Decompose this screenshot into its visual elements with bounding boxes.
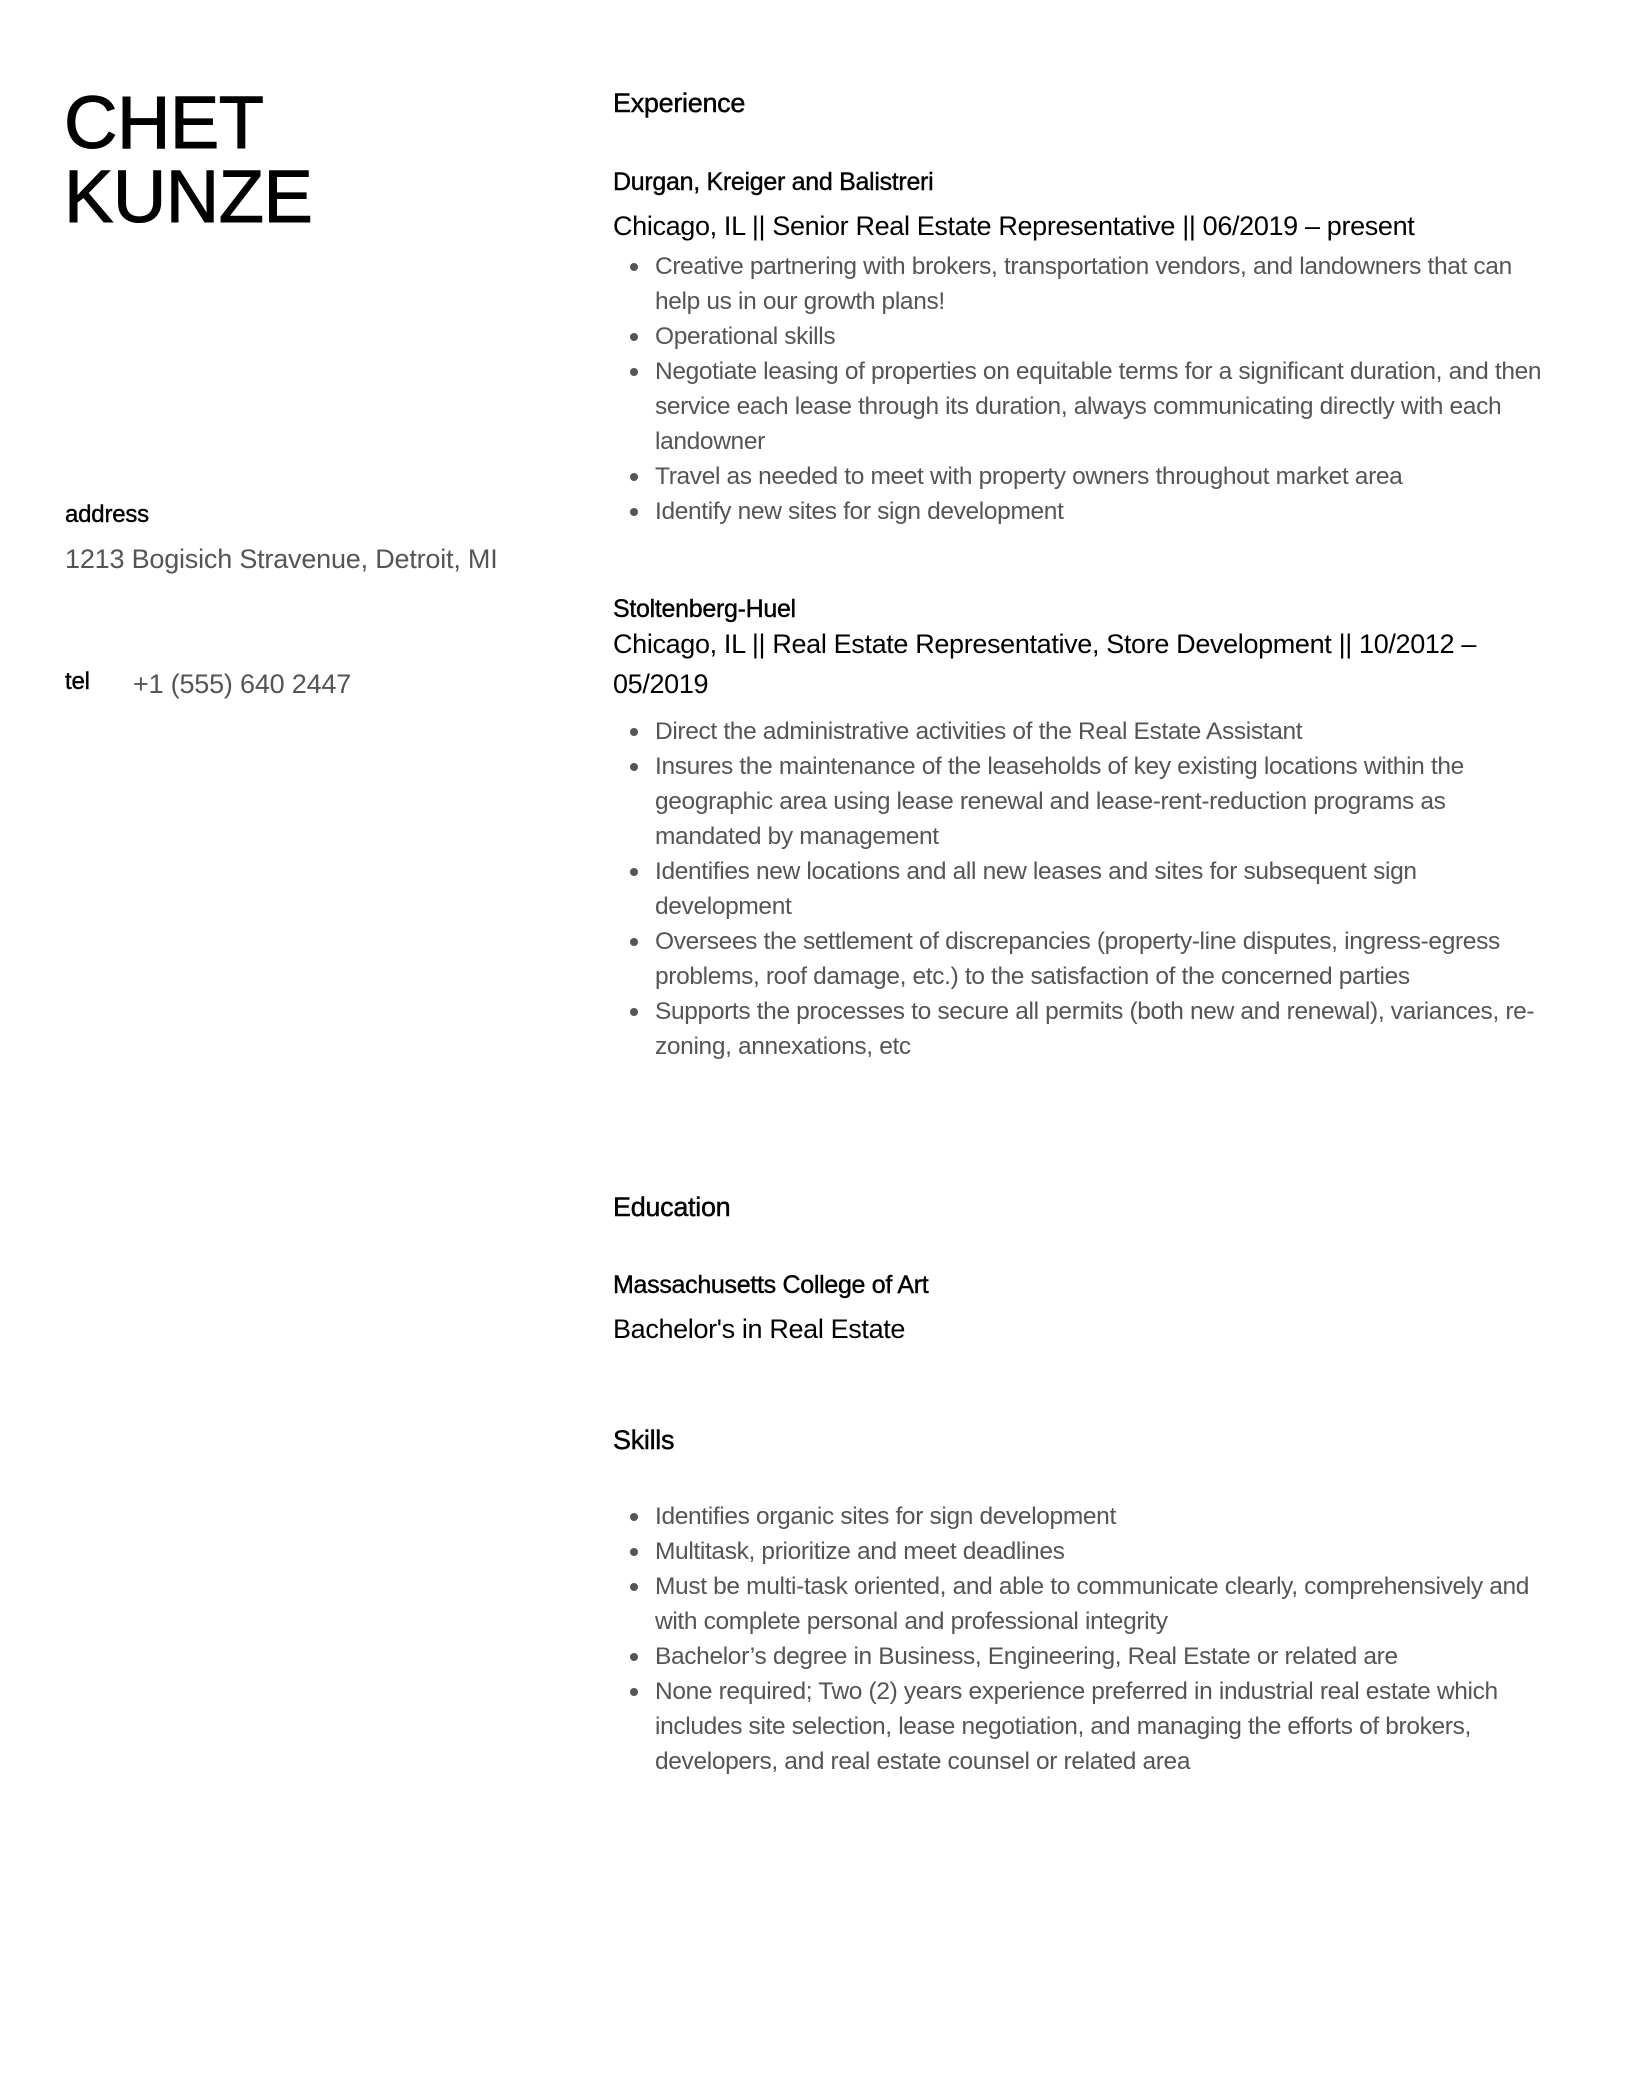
list-item: None required; Two (2) years experience preferred in industrial real estate which includes site selection, lease negotiation, and managing the efforts of brokers, developers, and real estate counsel or related area xyxy=(613,1674,1543,1779)
list-item: Insures the maintenance of the leaseholds of key existing locations within the geographic area using lease renewal and lease-rent-reduction programs as mandated by management xyxy=(613,749,1543,854)
bullet-icon xyxy=(630,1513,638,1521)
tel-label: tel xyxy=(65,668,90,695)
tel-value: +1 (555) 640 2447 xyxy=(133,669,352,699)
list-item: Travel as needed to meet with property owners throughout market area xyxy=(613,459,1543,494)
bullet-icon xyxy=(630,763,638,771)
list-item: Identifies new locations and all new leases and sites for subsequent sign development xyxy=(613,854,1543,924)
job-bullets xyxy=(613,249,1543,529)
list-item: Identify new sites for sign development xyxy=(613,494,1543,529)
experience-heading: Experience xyxy=(613,88,746,118)
bullet-icon xyxy=(630,868,638,876)
address-label: address xyxy=(65,501,149,528)
bullet-icon xyxy=(630,473,638,481)
bullet-icon xyxy=(630,263,638,271)
list-item: Operational skills xyxy=(613,319,1543,354)
list-item: Creative partnering with brokers, transportation vendors, and landowners that can help us in our growth plans! xyxy=(613,249,1543,319)
bullet-icon xyxy=(630,333,638,341)
list-item: Must be multi-task oriented, and able to communicate clearly, comprehensively and with complete personal and professional integrity xyxy=(613,1569,1543,1639)
bullet-icon xyxy=(630,1008,638,1016)
list-item: Oversees the settlement of discrepancies (property-line disputes, ingress-egress problems, roof damage, etc.) to the satisfaction of the concerned parties xyxy=(613,924,1543,994)
skills-heading: Skills xyxy=(613,1425,675,1455)
job-company: Stoltenberg-Huel xyxy=(613,595,796,623)
job-meta: Chicago, IL || Senior Real Estate Representative || 06/2019 – present xyxy=(613,211,1415,241)
education-school: Massachusetts College of Art xyxy=(613,1271,929,1299)
job-meta: Chicago, IL || Real Estate Representative, Store Development || 10/2012 – 05/2019 xyxy=(613,629,1477,699)
job-company: Durgan, Kreiger and Balistreri xyxy=(613,168,934,196)
bullet-icon xyxy=(630,938,638,946)
list-item: Identifies organic sites for sign development xyxy=(613,1499,1543,1534)
bullet-icon xyxy=(630,1548,638,1556)
bullet-icon xyxy=(630,1688,638,1696)
list-item: Bachelor’s degree in Business, Engineering, Real Estate or related are xyxy=(613,1639,1543,1674)
list-item: Negotiate leasing of properties on equitable terms for a significant duration, and then service each lease through its duration, always communicating directly with each landowner xyxy=(613,354,1543,459)
bullet-icon xyxy=(630,1653,638,1661)
list-item: Multitask, prioritize and meet deadlines xyxy=(613,1534,1543,1569)
bullet-icon xyxy=(630,728,638,736)
list-item: Supports the processes to secure all permits (both new and renewal), variances, re-zoning, annexations, etc xyxy=(613,994,1543,1064)
address-value: 1213 Bogisich Stravenue, Detroit, MI xyxy=(65,544,498,574)
candidate-name xyxy=(64,81,313,238)
last-name: KUNZE xyxy=(64,155,313,238)
education-degree: Bachelor's in Real Estate xyxy=(613,1314,906,1344)
bullet-icon xyxy=(630,1583,638,1591)
list-item: Direct the administrative activities of the Real Estate Assistant xyxy=(613,714,1543,749)
job-bullets xyxy=(613,714,1543,1064)
education-heading: Education xyxy=(613,1192,731,1222)
first-name: CHET xyxy=(64,81,264,164)
bullet-icon xyxy=(630,368,638,376)
bullet-icon xyxy=(630,508,638,516)
skills-list xyxy=(613,1499,1543,1779)
